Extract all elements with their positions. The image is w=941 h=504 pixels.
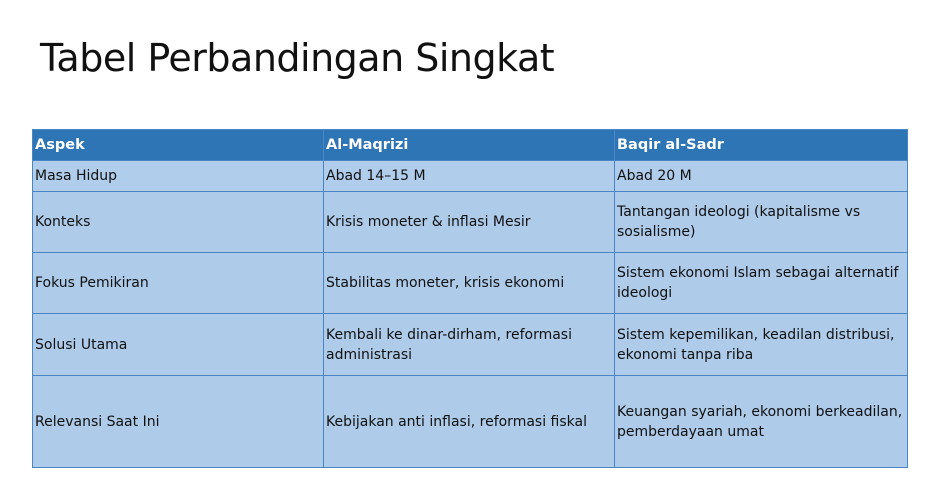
cell-baqir-al-sadr: Tantangan ideologi (kapitalisme vs sosialisme) [615, 192, 908, 253]
cell-al-maqrizi: Abad 14–15 M [324, 161, 615, 192]
cell-baqir-al-sadr: Abad 20 M [615, 161, 908, 192]
cell-al-maqrizi: Kembali ke dinar-dirham, reformasi administrasi [324, 314, 615, 376]
header-baqir-al-sadr: Baqir al-Sadr [615, 130, 908, 161]
cell-al-maqrizi: Krisis moneter & inflasi Mesir [324, 192, 615, 253]
cell-aspek: Fokus Pemikiran [33, 253, 324, 314]
cell-baqir-al-sadr: Sistem ekonomi Islam sebagai alternatif ideologi [615, 253, 908, 314]
comparison-table [32, 129, 908, 468]
table-row [33, 253, 908, 314]
header-aspek: Aspek [33, 130, 324, 161]
table-header-row [33, 130, 908, 161]
cell-aspek: Relevansi Saat Ini [33, 376, 324, 468]
table-row [33, 192, 908, 253]
header-al-maqrizi: Al-Maqrizi [324, 130, 615, 161]
cell-baqir-al-sadr: Sistem kepemilikan, keadilan distribusi, ekonomi tanpa riba [615, 314, 908, 376]
cell-aspek: Solusi Utama [33, 314, 324, 376]
table-row [33, 161, 908, 192]
cell-baqir-al-sadr: Keuangan syariah, ekonomi berkeadilan, pemberdayaan umat [615, 376, 908, 468]
table-row [33, 314, 908, 376]
cell-al-maqrizi: Kebijakan anti inflasi, reformasi fiskal [324, 376, 615, 468]
table-row [33, 376, 908, 468]
cell-aspek: Masa Hidup [33, 161, 324, 192]
slide-title: Tabel Perbandingan Singkat [40, 36, 555, 80]
cell-al-maqrizi: Stabilitas moneter, krisis ekonomi [324, 253, 615, 314]
cell-aspek: Konteks [33, 192, 324, 253]
